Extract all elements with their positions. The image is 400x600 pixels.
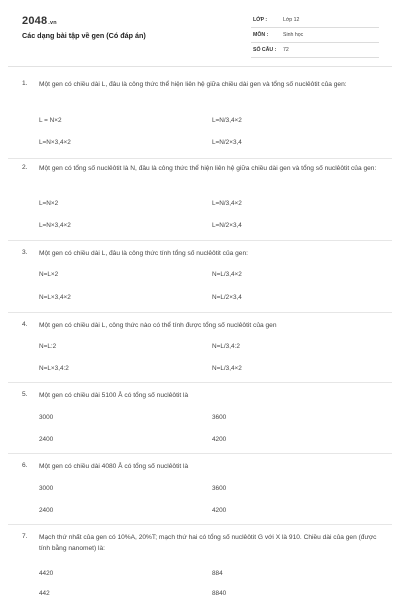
answer-option-d[interactable]: L=N/2×3,4: [212, 139, 242, 146]
answer-option-c[interactable]: N=L×3,4×2: [39, 294, 71, 301]
answer-option-d[interactable]: 4200: [212, 507, 227, 514]
question-number: 4.: [22, 321, 28, 328]
question-divider: [8, 453, 392, 454]
question-number: 7.: [22, 533, 28, 540]
answer-option-a[interactable]: N=L×2: [39, 271, 59, 278]
answer-option-a[interactable]: L=N×2: [39, 200, 59, 207]
question-text: Một gen có tổng số nuclêôtit là N, đâu là công thức thể hiện liên hệ giữa chiều dài gen và tổng số nuclêôtit của gen:: [39, 165, 377, 172]
document-meta: [251, 15, 379, 60]
question-text: Mạch thứ nhất của gen có 10%A, 20%T; mạch thứ hai có tổng số nuclêôtit G với X là 910. Chiều dài của gen (được tính bằng nanomet) là:: [39, 534, 377, 552]
question-number: 2.: [22, 164, 28, 171]
meta-value: Lớp 12: [283, 17, 300, 23]
site-logo[interactable]: [22, 15, 57, 27]
question-divider: [8, 158, 392, 159]
question-number: 3.: [22, 249, 28, 256]
document-title: Các dạng bài tập về gen (Có đáp án): [22, 31, 146, 40]
question-number: 5.: [22, 391, 28, 398]
question-divider: [8, 524, 392, 525]
answer-option-a[interactable]: N=L:2: [39, 343, 57, 350]
answer-option-d[interactable]: 8840: [212, 590, 227, 597]
answer-option-a[interactable]: 4420: [39, 570, 54, 577]
meta-row-subject: [251, 30, 379, 43]
meta-row-grade: [251, 15, 379, 28]
answer-option-d[interactable]: 4200: [212, 436, 227, 443]
question-number: 6.: [22, 462, 28, 469]
answer-option-c[interactable]: L=N×3,4×2: [39, 139, 71, 146]
answer-option-a[interactable]: 3000: [39, 414, 54, 421]
answer-option-b[interactable]: N=L/3,4×2: [212, 271, 242, 278]
answer-option-c[interactable]: N=L×3,4:2: [39, 365, 69, 372]
answer-option-b[interactable]: L=N/3,4×2: [212, 117, 242, 124]
question-divider: [8, 240, 392, 241]
meta-key: MÔN :: [253, 32, 269, 38]
answer-option-b[interactable]: L=N/3,4×2: [212, 200, 242, 207]
answer-option-c[interactable]: L=N×3,4×2: [39, 222, 71, 229]
meta-value: Sinh học: [283, 32, 304, 38]
answer-option-d[interactable]: L=N/2×3,4: [212, 222, 242, 229]
answer-option-c[interactable]: 2400: [39, 507, 54, 514]
meta-key: SỐ CÂU :: [253, 47, 277, 53]
meta-key: LỚP :: [253, 17, 268, 23]
meta-value: 72: [283, 47, 289, 53]
answer-option-b[interactable]: 884: [212, 570, 223, 577]
question-text: Một gen có chiều dài 4080 Å có tổng số nuclêôtit là: [39, 463, 189, 470]
answer-option-a[interactable]: L = N×2: [39, 117, 62, 124]
answer-option-c[interactable]: 442: [39, 590, 50, 597]
answer-option-d[interactable]: N=L/2×3,4: [212, 294, 242, 301]
meta-row-question-count: [251, 45, 379, 58]
logo-text: 2048: [22, 15, 48, 27]
page-header: [0, 0, 400, 66]
header-divider: [8, 66, 392, 67]
answer-option-b[interactable]: N=L/3,4:2: [212, 343, 240, 350]
question-divider: [8, 312, 392, 313]
answer-option-c[interactable]: 2400: [39, 436, 54, 443]
question-text: Một gen có chiều dài L, công thức nào có thể tính được tổng số nuclêôtit của gen: [39, 322, 277, 329]
question-text: Một gen có chiều dài L, đâu là công thức tính tổng số nuclêôtit của gen:: [39, 250, 248, 257]
question-number: 1.: [22, 80, 28, 87]
question-divider: [8, 382, 392, 383]
answer-option-a[interactable]: 3000: [39, 485, 54, 492]
question-text: Một gen có chiều dài 5100 Å có tổng số nuclêôtit là: [39, 392, 189, 399]
logo-suffix: .vn: [48, 20, 57, 26]
answer-option-d[interactable]: N=L/3,4×2: [212, 365, 242, 372]
question-text: Một gen có chiều dài L, đâu là công thức thể hiện liên hệ giữa chiều dài gen và tổng số nuclêôtit của gen:: [39, 81, 347, 88]
answer-option-b[interactable]: 3600: [212, 485, 227, 492]
answer-option-b[interactable]: 3600: [212, 414, 227, 421]
